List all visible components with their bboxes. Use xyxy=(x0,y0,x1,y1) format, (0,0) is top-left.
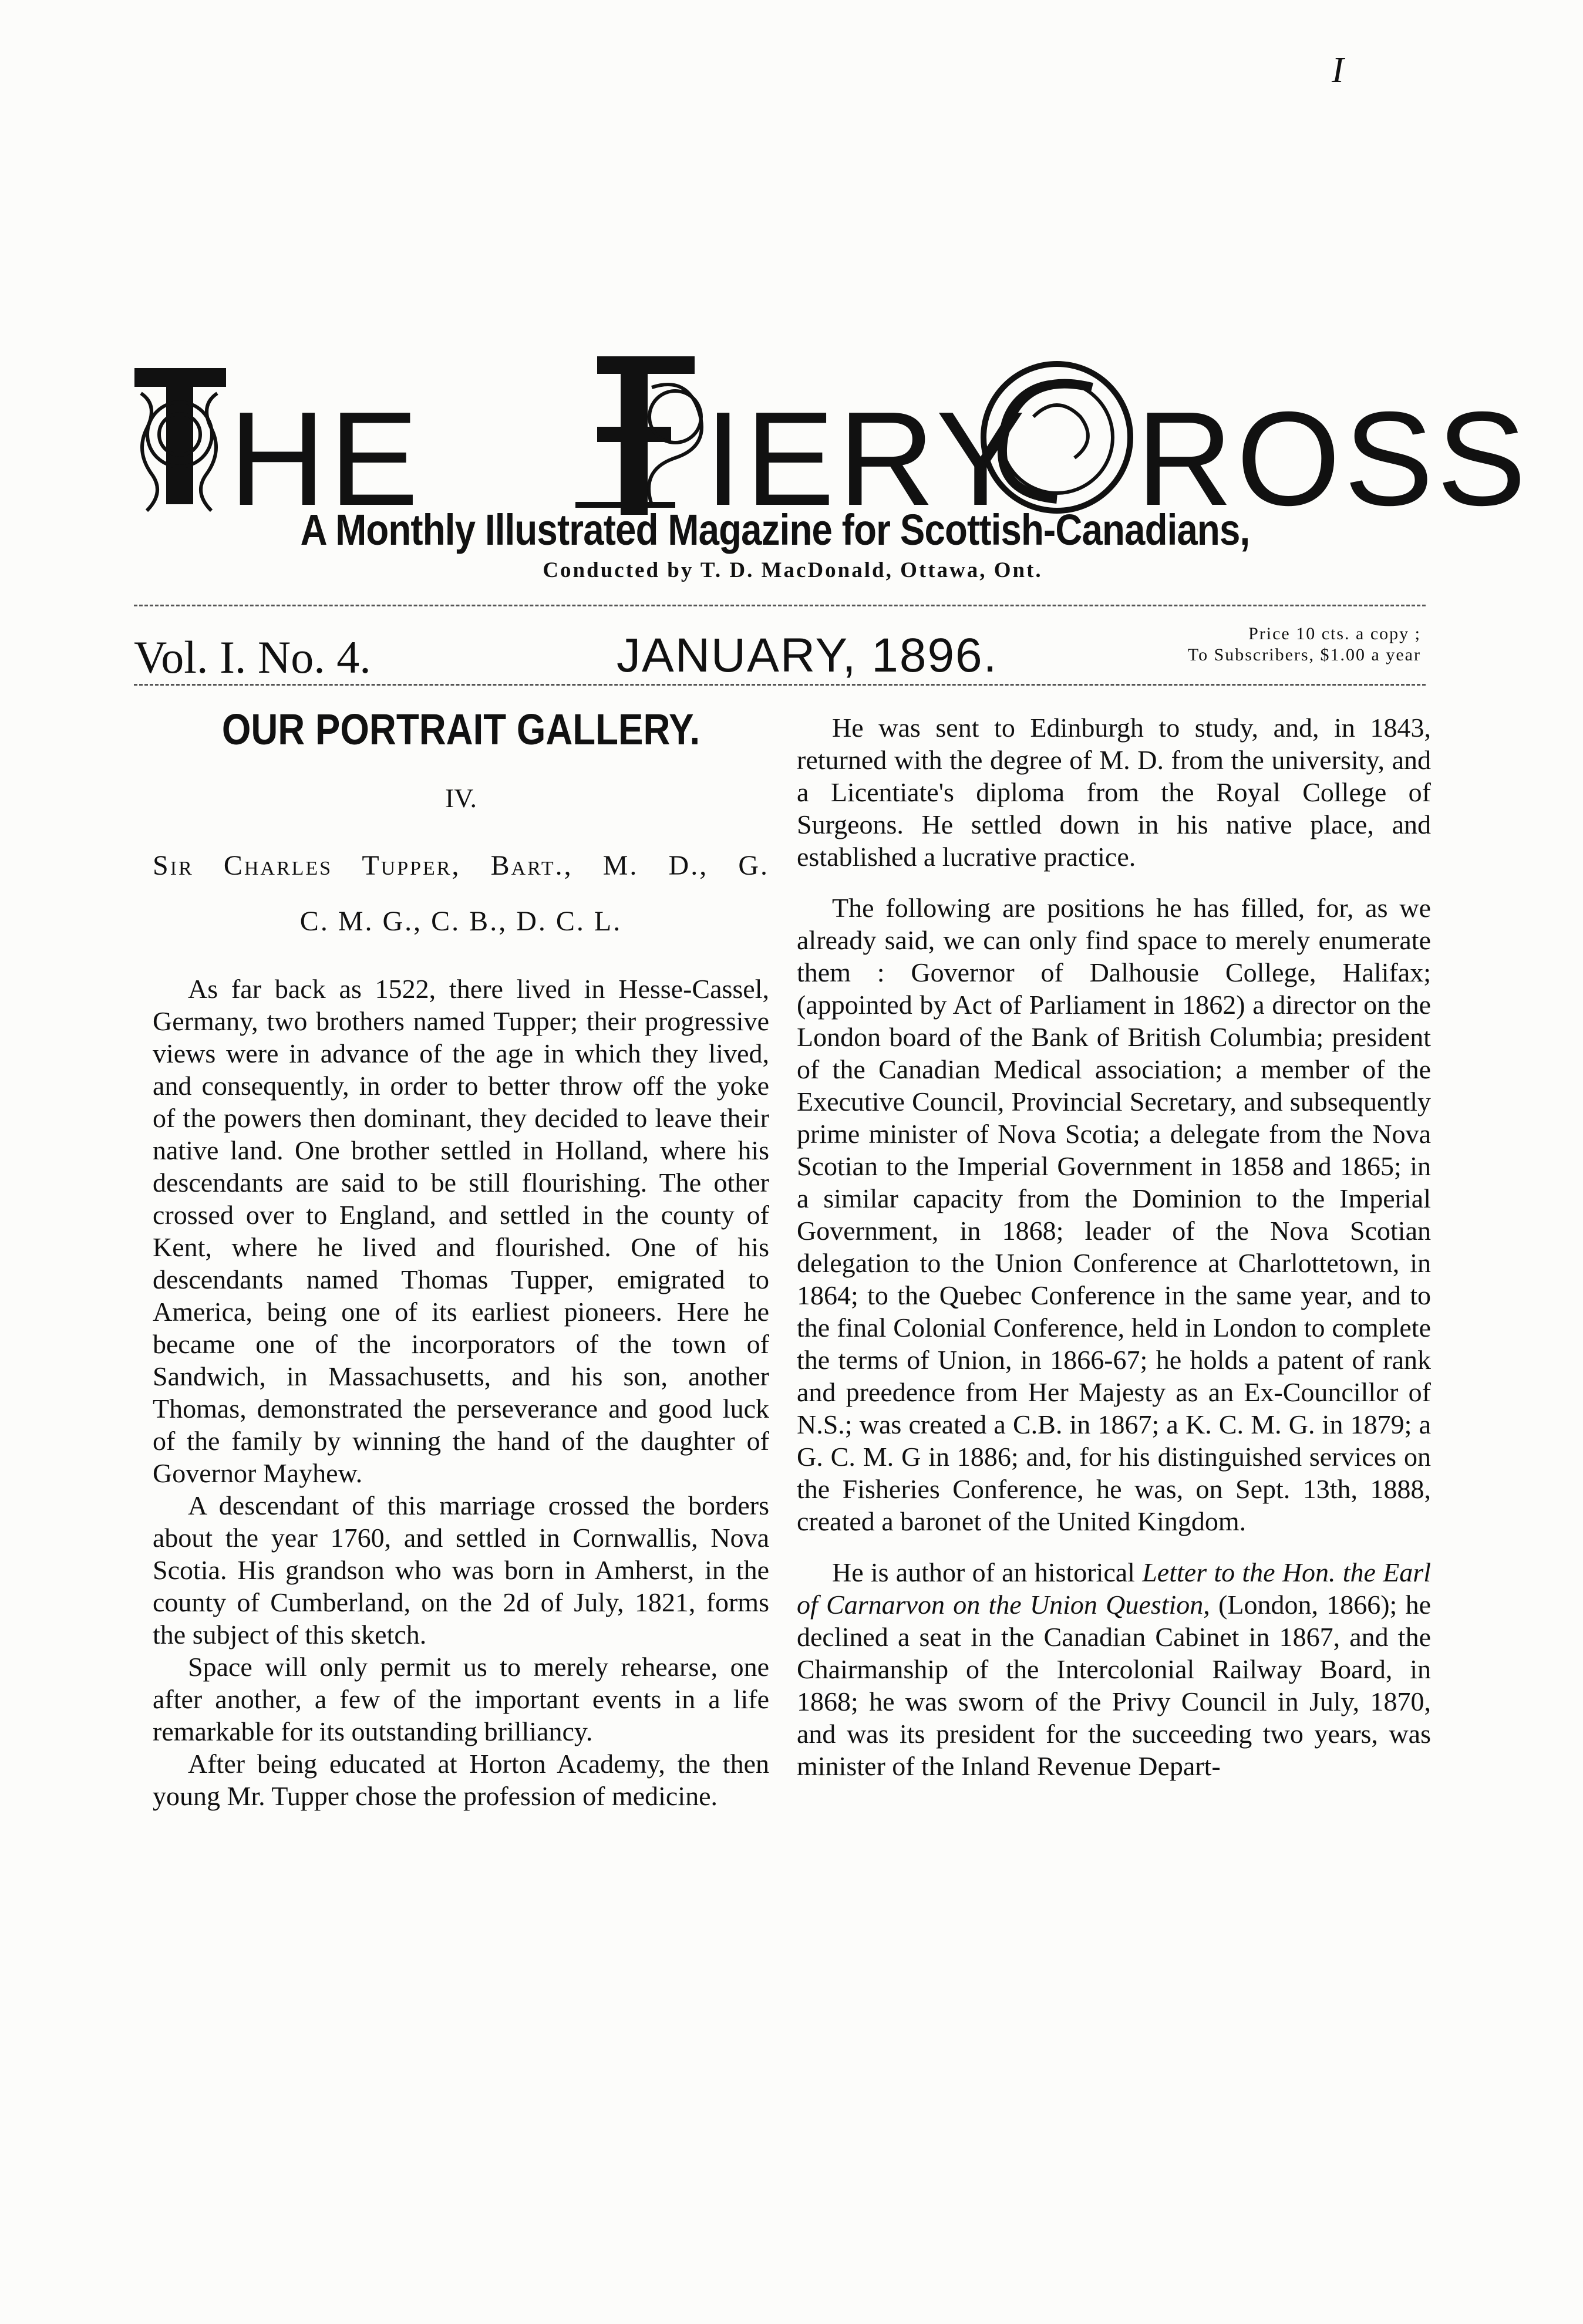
left-paragraph-4: After being educated at Horton Academy, the then young Mr. Tupper chose the profession of medicine. xyxy=(153,1749,769,1811)
left-paragraph-3: Space will only permit us to merely rehearse, one after another, a few of the important events in a life remarkable for its outstanding brilliancy. xyxy=(153,1652,769,1746)
issue-date: JANUARY, 1896. xyxy=(617,629,998,682)
volume-number: Vol. I. No. 4. xyxy=(134,632,371,683)
masthead-word-ross: ROSS xyxy=(1136,384,1530,534)
price-info xyxy=(1116,623,1421,666)
masthead-word-he: HE xyxy=(229,384,422,534)
top-divider xyxy=(134,605,1426,606)
masthead-conducted-by: Conducted by T. D. MacDonald, Ottawa, Ont. xyxy=(543,558,1043,582)
article-number: IV. xyxy=(444,783,477,813)
subject-name-line-1: Sir Charles Tupper, Bart., M. D., G. xyxy=(153,850,769,881)
left-paragraph-2: A descendant of this marriage crossed the borders about the year 1760, and settled in Cornwallis, Nova Scotia. His grandson who was born in Amherst, in the county of Cumberland, on the 2d of July, 1821, forms the subject of this sketch. xyxy=(153,1490,769,1650)
masthead-subtitle: A Monthly Illustrated Magazine for Scottish-Canadians, xyxy=(300,505,1250,554)
right-paragraph-3 xyxy=(797,1556,1431,1782)
right-paragraph-2: The following are positions he has filled, for, as we already said, we can only find space to merely enumerate them : Governor of Dalhousie College, Halifax; (appointed by Act of Parliament in 1862) a director on the London board of the Bank of British Columbia; president of the Canadian Medical association; a member of the Executive Council, Provincial Secretary, and subsequently prime minister of Nova Scotia; a delegate from the Nova Scotian to the Imperial Government in 1858 and 1865; in a similar capacity from the Dominion to the Imperial Government, in 1868; leader of the Nova Scotian delegation to the Union Conference at Charlottetown, in 1864; to the Quebec Conference in the same year, and to the final Colonial Conference, held in London to complete the terms of Union, in 1866-67; he holds a patent of rank and preedence from Her Majesty as an Ex-Councillor of N.S.; was created a C.B. in 1867; a K. C. M. G. in 1879; a G. C. M. G in 1886; and, for his distinguished services on the Fisheries Conference, he was, on Sept. 13th, 1888, created a baronet of the United Kingdom. xyxy=(797,893,1431,1536)
subject-name-line-2: C. M. G., C. B., D. C. L. xyxy=(299,906,622,937)
letter-title-italic: Letter to the Hon. the Earl of Carnarvon on the Union Question xyxy=(797,1557,1431,1620)
right-paragraph-3-end: , (London, 1866); he declined a seat in the Canadian Cabinet in 1867, and the Chairmanship of the Intercolonial Railway Board, in 1868; he was sworn of the Privy Council in July, 1870, and was its president for the succeeding two years, was minister of the Inland Revenue Depart- xyxy=(797,1590,1431,1781)
page-number-mark: I xyxy=(1332,50,1344,90)
price-line-1: Price 10 cts. a copy ; xyxy=(1248,624,1421,643)
right-paragraph-1: He was sent to Edinburgh to study, and, in 1843, returned with the degree of M. D. from the university, and a Licentiate's diploma from the Royal College of Surgeons. He settled down in his native place, and established a lucrative practice. xyxy=(797,713,1431,872)
ornamental-initial-t xyxy=(136,370,224,511)
right-column xyxy=(797,711,1431,1782)
right-paragraph-3-start: He is author of an historical xyxy=(832,1557,1143,1587)
left-paragraph-1: As far back as 1522, there lived in Hesse-Cassel, Germany, two brothers named Tupper; their progressive views were in advance of the age in which they lived, and consequently, in order to better throw off the yoke of the powers then dominant, they decided to leave their native land. One brother settled in Holland, where his descendants are said to be still flourishing. The other crossed over to England, and settled in the county of Kent, where he lived and flourished. One of his descendants named Thomas Tupper, emigrated to America, being one of its earliest pioneers. Here he became one of the incorporators of the town of Sandwich, in Massachusetts, and his son, another Thomas, demonstrated the perseverance and good luck of the family by winning the hand of the daughter of Governor Mayhew. xyxy=(153,974,769,1488)
bottom-divider xyxy=(134,684,1426,686)
ornamental-initial-f xyxy=(575,358,702,513)
ornamental-initial-c xyxy=(984,364,1130,511)
article-heading: OUR PORTRAIT GALLERY. xyxy=(221,705,700,754)
masthead-word-iery: IERY xyxy=(705,384,1029,534)
left-column xyxy=(153,705,769,1812)
price-line-2: To Subscribers, $1.00 a year xyxy=(1187,645,1421,665)
